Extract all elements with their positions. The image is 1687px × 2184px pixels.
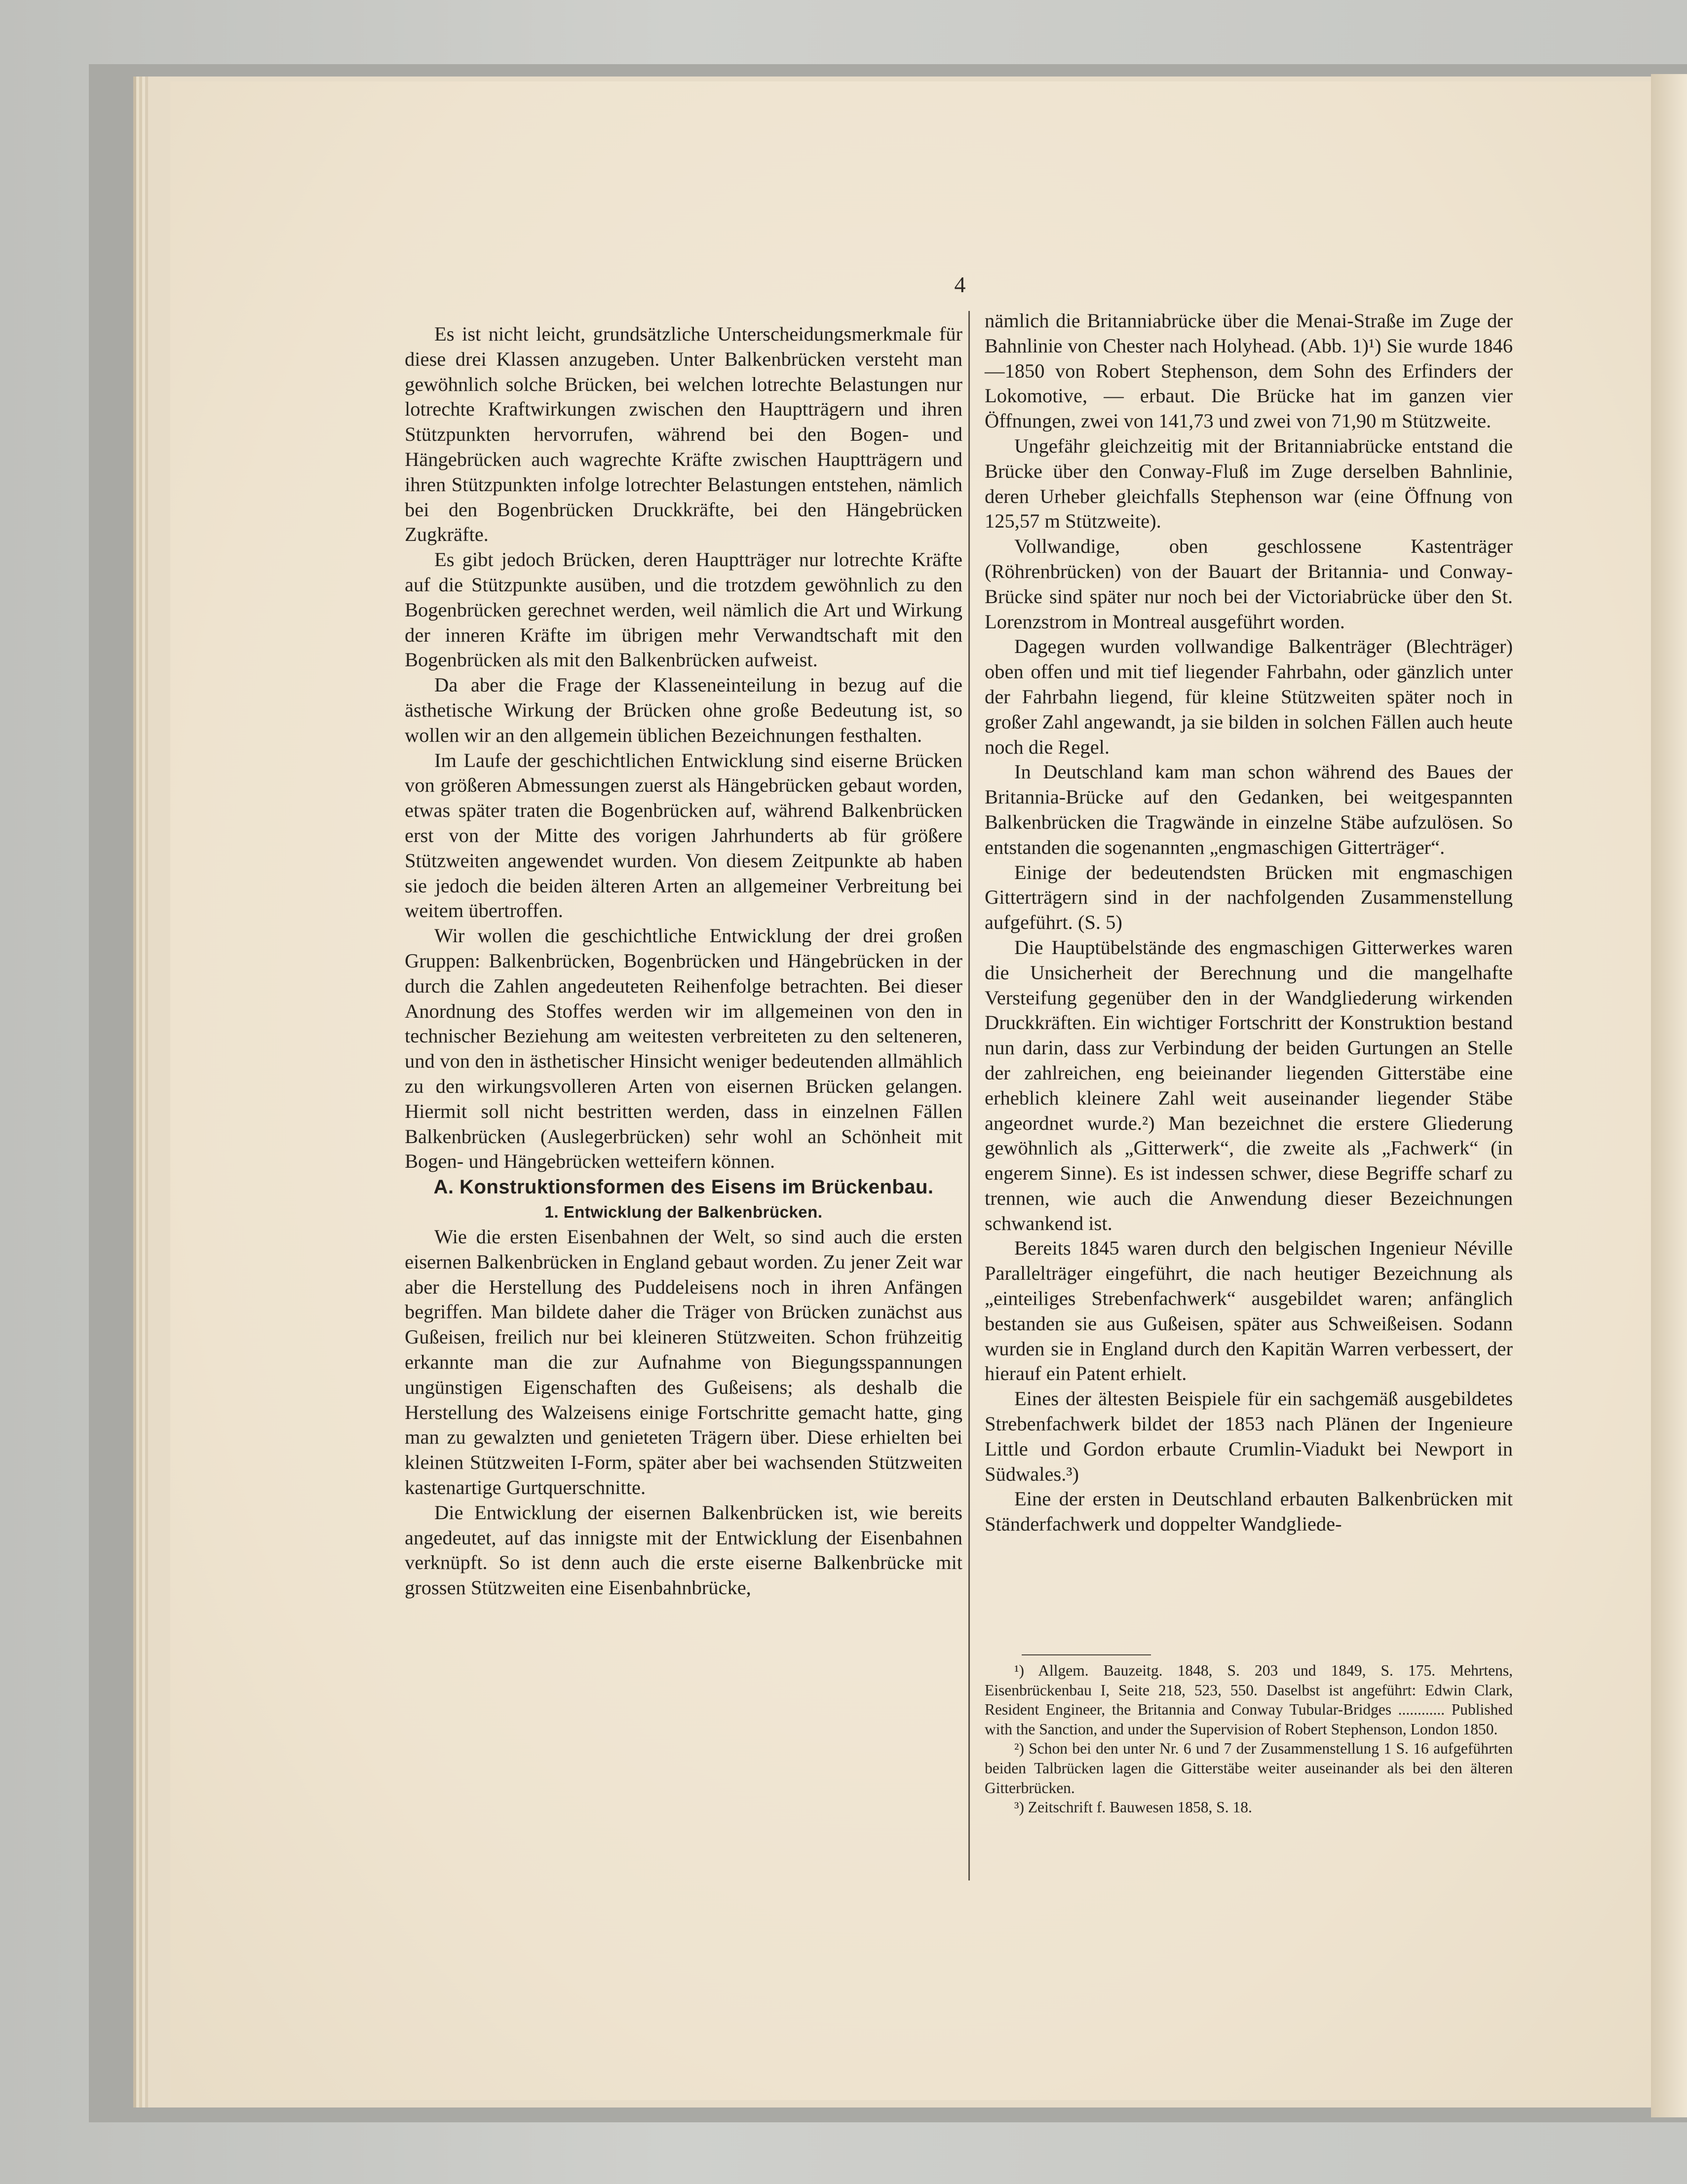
left-paragraph-1: Es ist nicht leicht, grundsätzliche Unterscheidungsmerkmale für diese drei Klassen anzugeben. Unter Balkenbrücken versteht man gewöhnlich solche Brücken, bei welchen lotrechte Belastungen nur lotrechte Kraftwirkungen zwischen den Hauptträgern und ihren Stützpunkten hervorrufen, während bei den Bogen- und Hängebrücken auch wagrechte Kräfte zwischen Hauptträgern und ihren Stützpunkten infolge lotrechter Belastungen entstehen, nämlich bei den Bogenbrücken Druckkräfte, bei den Hängebrücken Zugkräfte. [405,323,962,546]
right-paragraph-5: In Deutschland kam man schon während des Baues der Britannia-Brücke auf den Gedanken, bei weitgespannten Balkenbrücken die Tragwände in einzelne Stäbe aufzulösen. So entstanden die sogenannten „engmaschigen Gitterträger“. [985,761,1513,858]
footnotes [985,1661,1513,1817]
column-divider [968,311,970,1880]
right-paragraph-9: Eines der ältesten Beispiele für ein sachgemäß ausgebildetes Strebenfachwerk bildet der 1853 nach Plänen der Ingenieure Little und Gordon erbaute Crumlin-Viadukt bei Newport in Südwales.³) [985,1387,1513,1485]
right-paragraph-3: Vollwandige, oben geschlossene Kastenträger (Röhrenbrücken) von der Bauart der Britannia- und Conway-Brücke sind später nur noch bei der Victoriabrücke über den St. Lorenzstrom in Montreal ausgeführt worden. [985,535,1513,633]
footnote-2: ²) Schon bei den unter Nr. 6 und 7 der Zusammenstellung 1 S. 16 aufgeführten beiden Talbrücken lagen die Gitterstäbe weiter auseinander als bei den älteren Gitterbrücken. [985,1740,1513,1797]
right-paragraph-4: Dagegen wurden vollwandige Balkenträger (Blechträger) oben offen und mit tief liegender Fahrbahn, oder gänzlich unter der Fahrbahn liegend, für kleine Stützweiten später noch in großer Zahl angewandt, ja sie bilden in solchen Fällen auch heute noch die Regel. [985,635,1513,758]
page-number: 4 [954,272,966,297]
section-paragraph-1: Wie die ersten Eisenbahnen der Welt, so sind auch die ersten eisernen Balkenbrücken in England gebaut worden. Zu jener Zeit war aber die Herstellung des Puddeleisens noch in ihren Anfängen begriffen. Man bildete daher die Träger von Brücken zunächst aus Gußeisen, freilich nur bei kleineren Stützweiten. Schon frühzeitig erkannte man die zur Aufnahme von Biegungsspannungen ungünstigen Eigenschaften des Gußeisens; als deshalb die Herstellung des Walzeisens einige Fortschritte gemacht hatte, ging man zu gewalzten und genieteten Trägern über. Diese erhielten bei kleinen Stützweiten I-Form, später aber bei wachsenden Stützweiten kastenartige Gurtquerschnitte. [405,1226,962,1499]
footnote-rule [1022,1654,1151,1655]
left-paragraph-2: Es gibt jedoch Brücken, deren Hauptträger nur lotrechte Kräfte auf die Stützpunkte ausüben, und die trotzdem gewöhnlich zu den Bogenbrücken gerechnet werden, weil nämlich die Art und Wirkung der inneren Kräfte im übrigen mehr Verwandtschaft mit den Bogenbrücken als mit den Balkenbrücken aufweist. [405,548,962,671]
right-column [985,308,1513,1537]
section-heading: A. Konstruktionsformen des Eisens im Brückenbau. [433,1176,934,1198]
right-paragraph-6: Einige der bedeutendsten Brücken mit engmaschigen Gitterträgern sind in der nachfolgenden Zusammenstellung aufgeführt. (S. 5) [985,861,1513,934]
right-paragraph-2: Ungefähr gleichzeitig mit der Britanniabrücke entstand die Brücke über den Conway-Fluß im Zuge derselben Bahnlinie, deren Urheber gleichfalls Stephenson war (eine Öffnung von 125,57 m Stützweite). [985,434,1513,533]
left-column [405,322,962,1601]
left-paragraph-3: Da aber die Frage der Klasseneinteilung in bezug auf die ästhetische Wirkung der Brücken ohne große Bedeutung ist, so wollen wir an den allgemein üblichen Bezeichnungen festhalten. [405,674,962,746]
section-paragraph-2: Die Entwicklung der eisernen Balkenbrücken ist, wie bereits angedeutet, auf das innigste mit der Entwicklung der Eisenbahnen verknüpft. So ist denn auch die erste eiserne Balkenbrücke mit grossen Stützweiten eine Eisenbahnbrücke, [405,1501,962,1599]
right-paragraph-8: Bereits 1845 waren durch den belgischen Ingenieur Néville Parallelträger eingeführt, die nach heutiger Bezeichnung als „einteiliges Strebenfachwerk“ ausgebildet waren; anfänglich bestanden sie aus Gußeisen, später aus Schweißeisen. Sodann wurden sie in England durch den Kapitän Warren verbessert, der hierauf ein Patent erhielt. [985,1237,1513,1385]
footnote-3: ³) Zeitschrift f. Bauwesen 1858, S. 18. [1014,1799,1252,1816]
left-paragraph-4: Im Laufe der geschichtlichen Entwicklung sind eiserne Brücken von größeren Abmessungen zuerst als Hängebrücken gebaut worden, etwas später traten die Bogenbrücken auf, während Balkenbrücken erst von der Mitte des vorigen Jahrhunderts ab für größere Stützweiten angewendet wurden. Von diesem Zeitpunkte ab haben sie jedoch die beiden älteren Arten an allgemeiner Verbreitung bei weitem übertroffen. [405,749,962,922]
subsection-heading: 1. Entwicklung der Balkenbrücken. [544,1203,823,1222]
footnote-1: ¹) Allgem. Bauzeitg. 1848, S. 203 und 1849, S. 175. Mehrtens, Eisenbrückenbau I, Seite 218, 523, 550. Daselbst ist angeführt: Edwin Clark, Resident Engineer, the Britannia and Conway Tubular-Bridges ............ Published with the Sanction, and under the Supervision of Robert Stephenson, London 1850. [985,1662,1513,1738]
facing-page-edge [1651,74,1687,2117]
right-paragraph-1: nämlich die Britanniabrücke über die Menai-Straße im Zuge der Bahnlinie von Chester nach Holyhead. (Abb. 1)¹) Sie wurde 1846—1850 von Robert Stephenson, dem Sohn des Erfinders der Lokomotive, — erbaut. Die Brücke hat im ganzen vier Öffnungen, zwei von 141,73 und zwei von 71,90 m Stützweite. [985,309,1513,432]
left-paragraph-5: Wir wollen die geschichtliche Entwicklung der drei großen Gruppen: Balkenbrücken, Bogenbrücken und Hängebrücken in der durch die Zahlen angedeuteten Reihenfolge betrachten. Bei dieser Anordnung des Stoffes werden wir im allgemeinen von den in technischer Beziehung am weitesten verbreiteten zu den selteneren, und von den in ästhetischer Hinsicht weniger bedeutenden allmählich zu den wirkungsvolleren Arten von eisernen Brücken gelangen. Hiermit soll nicht bestritten werden, dass in einzelnen Fällen Balkenbrücken (Auslegerbrücken) sehr wohl an Schönheit mit Bogen- und Hängebrücken wetteifern können. [405,924,962,1173]
right-paragraph-10: Eine der ersten in Deutschland erbauten Balkenbrücken mit Ständerfachwerk und doppelter Wandgliede- [985,1488,1513,1535]
right-paragraph-7: Die Hauptübelstände des engmaschigen Gitterwerkes waren die Unsicherheit der Berechnung und die mangelhafte Versteifung gegenüber den in der Wandgliederung wirkenden Druckkräften. Ein wichtiger Fortschritt der Konstruktion bestand nun darin, dass zur Verbindung der beiden Gurtungen an Stelle der zahlreichen, eng beieinander liegenden Gitterstäbe eine erheblich kleinere Zahl weit auseinander liegender Stäbe angeordnet wurde.²) Man bezeichnet die erstere Gliederung gewöhnlich als „Gitterwerk“, die zweite als „Fachwerk“ (in engerem Sinne). Es ist indessen schwer, diese Begriffe scharf zu trennen, wie auch die Anwendung dieser Bezeichnungen schwankend ist. [985,936,1513,1234]
